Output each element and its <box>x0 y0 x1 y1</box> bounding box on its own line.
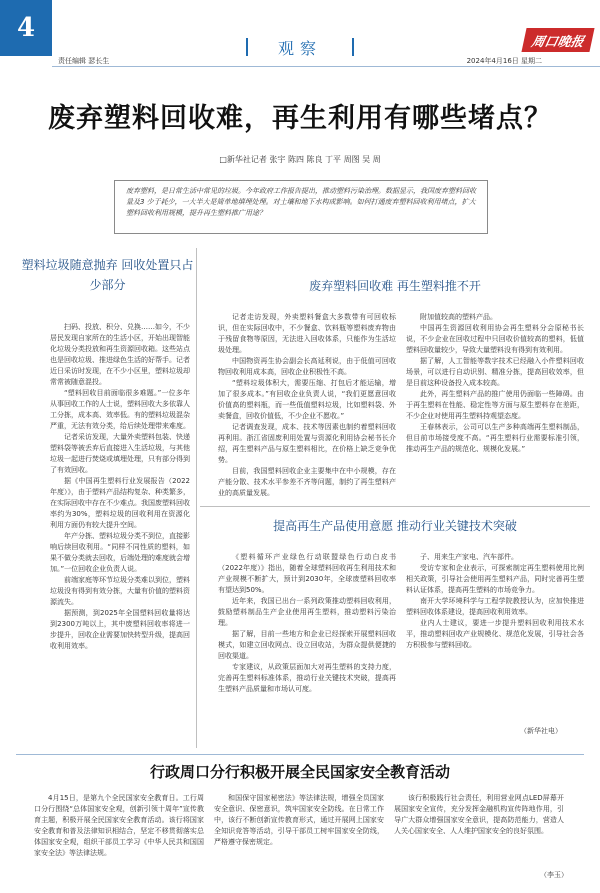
editor-credit: 责任编辑 瑟长生 <box>58 57 110 65</box>
bottom-author: （李玉） <box>540 871 568 879</box>
article-headline: 废弃塑料回收难，再生利用有哪些堵点？ <box>48 103 552 134</box>
editor-note: 废弃塑料，是日常生活中常见的垃圾。今年政府工作报告提出，推动塑料污染治理。数据显示，我国废弃塑料回收量及3 少于耗少，一大半大是简单地填埋处理。对土壤和地下水构成影响。如何打通废弃塑料回收利用堵点，扩大塑料回收利用规模，提升再生塑料推广用途？ <box>126 187 476 217</box>
article-paragraph: 专家建议，从政策层面加大对再生塑料的支持力度，完善再生塑料标准体系，推动行业关键技术突破，提高再生塑料产品质量和市场认可度。 <box>218 663 396 693</box>
column-divider <box>196 248 197 748</box>
article-paragraph: 据了解，目前一些地方和企业已经探索开展塑料回收模式，如建立回收网点、设立回收站，为群众提供便捷的回收渠道。 <box>218 630 396 660</box>
text-column-2 <box>218 312 396 496</box>
section-divider-left <box>246 38 248 56</box>
section-divider-right <box>352 38 354 56</box>
article-paragraph: 中国物资再生协会副会长高延利说，由于低值可回收物回收利用成本高，回收企业积极性不高。 <box>218 357 396 376</box>
text-column-1 <box>50 322 190 732</box>
article-paragraph: “塑料回收目前面临很多难题。”一位多年从事回收工作的人士说，塑料回收大多依靠人工分拣，成本高、效率低。有的塑料垃圾混杂严重，无法有效分类，给后续处理带来难度。 <box>50 389 190 430</box>
article-paragraph: 前端家庭等环节垃圾分类难以到位，塑料垃圾没有得到有效分拣，大量有价值的塑料资源流失。 <box>50 576 190 606</box>
article-paragraph: 目前，我国塑料回收企业主要集中在中小规模，存在产能分散、技术水平参差不齐等问题，制约了再生塑料产业的高质量发展。 <box>218 467 396 496</box>
subhead-improve-usage: 提高再生产品使用意愿 推动行业关键技术突破 <box>273 519 517 533</box>
article-paragraph: 年产分拣、塑料垃圾分类不到位，直接影响后续回收利用。“同样不同性质的塑料，如果不做分类就去回收，后端处理的难度就会增加。”一位回收企业负责人说。 <box>50 532 190 573</box>
page-number: 4 <box>0 0 52 56</box>
bottom-rule <box>16 754 584 755</box>
section-rule <box>200 506 590 507</box>
article-byline: □新华社记者 张宇 陈四 陈良 丁平 周图 吴 周 <box>219 155 381 164</box>
article-paragraph: 子、用来生产家电、汽车部件。 <box>420 553 518 561</box>
article-paragraph: 记者走访发现，外卖塑料餐盒大多数带有可回收标识，但在实际回收中，不少餐盒、饮料瓶等塑料废弃物由于残留食物等原因，无法进入回收体系，只能作为生活垃圾处理。 <box>218 313 396 354</box>
text-column-4 <box>218 552 396 740</box>
article-paragraph: 附加值较高的塑料产品。 <box>420 313 497 321</box>
article-paragraph: 《塑料循环产业绿色行动联盟绿色行动白皮书（2022年度）》指出，随着全球塑料回收再生利用技术和产业规模不断扩大，预计到2030年，全球废塑料回收率有望达到50%。 <box>218 553 396 594</box>
article-paragraph: 业内人士建议，要进一步提升塑料回收利用技术水平，推动塑料回收产业规模化、规范化发展，引导社会各方积极参与塑料回收。 <box>406 619 584 649</box>
bottom-paragraph: 4月15日，是第九个全民国家安全教育日。工行周口分行围绕“总体国家安全观，创新引领十周年”宣传教育主题，积极开展全民国家安全教育活动。该行将国家安全教育和普及法律知识相结合，坚定不移贯彻落实总体国家安全观，组织干部员工学习《中华人民共和国国家安全法》等法律法规。 <box>34 794 204 857</box>
article-paragraph: 近年来，我国已出台一系列政策推动塑料回收利用，鼓励塑料制品生产企业使用再生塑料，推动塑料污染治理。 <box>218 597 396 627</box>
article-paragraph: 此外，再生塑料产品的推广使用仍面临一些障碍。由于再生塑料在性能、稳定性等方面与原生塑料存在差距，不少企业对使用再生塑料持观望态度。 <box>406 390 584 420</box>
article-paragraph: 中国再生资源回收利用协会再生塑料分会原秘书长说，不少企业在回收过程中只回收价值较高的塑料，低值塑料回收量较少，导致大量塑料没有得到有效利用。 <box>406 324 584 354</box>
article-paragraph: 扫码、投放、积分、兑换……如今，不少居民发现自家所在的生活小区，开始出现智能化垃圾分类投放和再生资源回收箱。这些站点也是回收垃圾、推进绿色生活的好帮手。记者近日采访时发现，在不少小区里，塑料垃圾却常常被随意混投。 <box>50 323 190 386</box>
bottom-text-column-1 <box>34 793 204 883</box>
header-rule <box>52 66 600 67</box>
article-paragraph: 南开大学环境科学与工程学院教授认为，应加快推进塑料回收体系建设，提高回收利用效率。 <box>406 597 584 616</box>
text-column-5 <box>406 552 584 720</box>
bottom-paragraph: 和国保守国家秘密法》等法律法规，增强全员国家安全意识、保密意识，筑牢国家安全防线。在日常工作中，该行不断创新宣传教育形式，通过开展网上国家安全知识竞答等活动，引导干部员工树牢国家安全防线，严格遵守保密规定。 <box>214 794 384 846</box>
bottom-headline: 行政周口分行积极开展全民国家安全教育活动 <box>149 763 450 781</box>
subhead-plastic-waste: 塑料垃圾随意抛弃 回收处置只占少部分 <box>21 258 194 292</box>
article-paragraph: 记者采访发现，大量外卖塑料包装、快递塑料袋等被丢弃后直接进入生活垃圾，与其他垃圾一起进行焚烧或填埋处理，只有部分得到了有效回收。 <box>50 433 190 474</box>
text-column-3 <box>406 312 584 496</box>
article-paragraph: 记者调查发现，成本、技术等因素也制约着塑料回收再利用。浙江省固废利用处置与资源化利用协会秘书长介绍，再生塑料产品与原生塑料相比，在价格上缺乏竞争优势。 <box>218 423 396 464</box>
bottom-paragraph: 该行积极践行社会责任，利用营业网点LED屏幕开展国家安全宣传，充分发挥金融机构宣传阵地作用，引导广大群众增强国家安全意识，提高防范能力，营造人人关心国家安全、人人维护国家安全的良好氛围。 <box>394 794 564 835</box>
bottom-text-column-3 <box>394 793 564 873</box>
issue-date: 2024年4月16日 星期二 <box>466 57 542 65</box>
article-paragraph: “塑料垃圾体积大，需要压缩、打包后才能运输，增加了很多成本。”有回收企业负责人说，“我们更愿意回收价值高的塑料瓶，而一些低值塑料垃圾，比如塑料袋、外卖餐盒，回收价值低，不少企业不愿收。” <box>218 379 396 420</box>
bottom-text-column-2 <box>214 793 384 883</box>
article-paragraph: 受访专家和企业表示，可探索制定再生塑料使用比例相关政策，引导社会使用再生塑料产品，同时完善再生塑料认证体系，提高再生塑料的市场竞争力。 <box>406 564 584 594</box>
section-label: 观察 <box>277 39 322 58</box>
subhead-recycling-difficulty: 废弃塑料回收难 再生塑料推不开 <box>309 279 481 293</box>
article-paragraph: 据《中国再生塑料行业发展报告（2022年度）》，由于塑料产品结构复杂、种类繁多，在实际回收中存在不少难点。我国废塑料回收率约为30%，塑料垃圾的回收利用在资源化利用方面仍有较大提升空间。 <box>50 477 190 529</box>
news-agency-credit: （新华社电） <box>520 727 562 735</box>
article-paragraph: 据预测，到2025年全国塑料回收量将达到2300万吨以上，其中废塑料回收率将进一步提升，回收企业需要加快转型升级，提高回收利用效率。 <box>50 609 190 650</box>
article-paragraph: 王春林表示，公司可以生产多种高端再生塑料制品，但目前市场接受度不高。“再生塑料行业需要标准引领，推动再生产品的规范化、规模化发展。” <box>406 423 584 453</box>
article-paragraph: 据了解，人工智能等数字技术已经融入小件塑料回收场景，可以进行自动识别、精准分拣，提高回收效率，但是目前这种设备投入成本较高。 <box>406 357 584 387</box>
newspaper-logo: 周口晚报 <box>521 28 594 52</box>
